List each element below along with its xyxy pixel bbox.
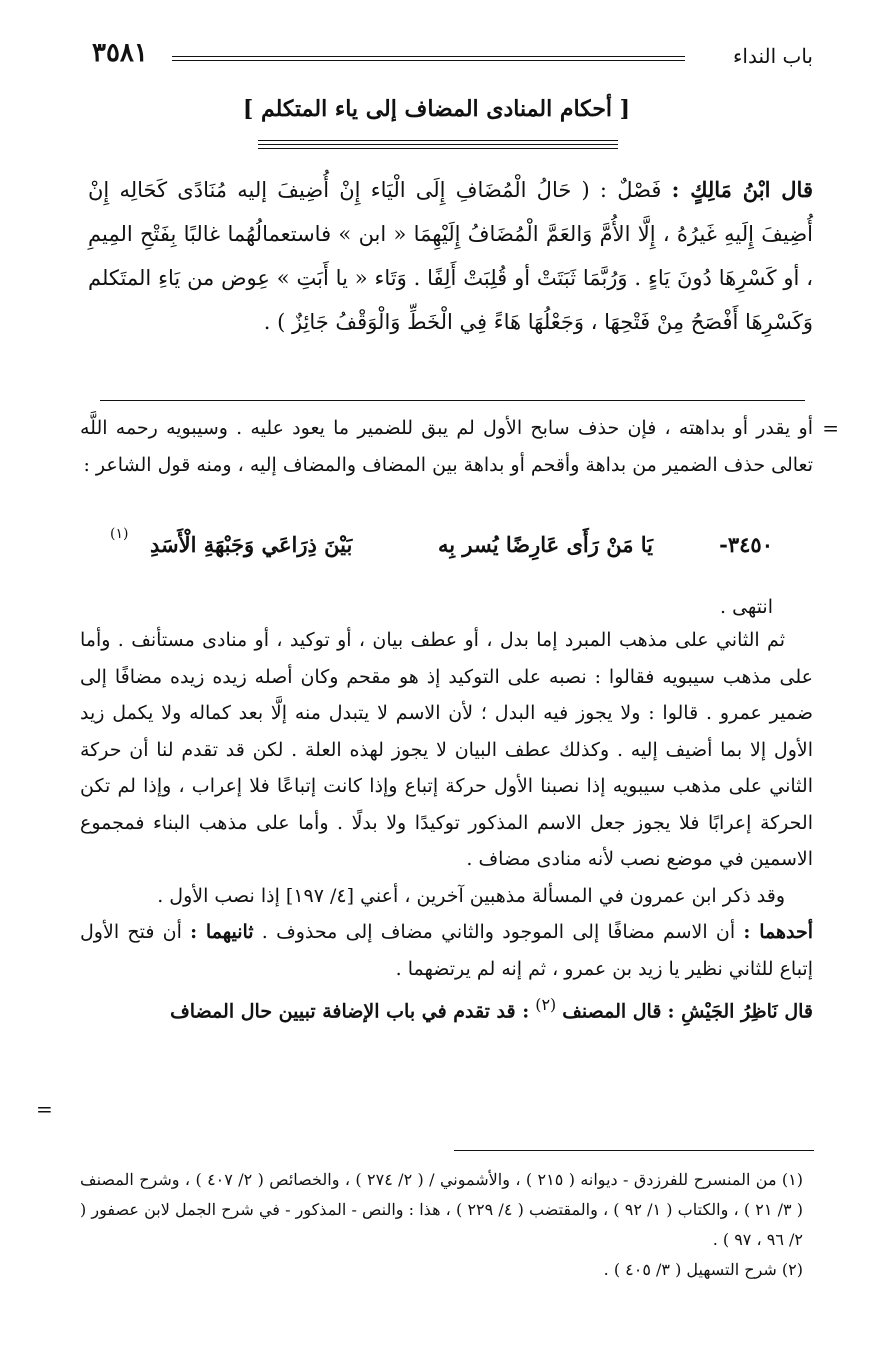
commentary-paragraph: أو يقدر أو بداهته ، فإن حذف سابح الأول لم يبق للضمير ما يعود عليه . وسيبويه رحمه اللَّه تعالى حذف الضمير من بداهة وأقحم أو بداهة بين المضاف والمضاف إليه ، ومنه قول الشاعر :	[80, 417, 813, 476]
matn-separator-rule	[100, 400, 805, 401]
header-rule	[172, 56, 685, 61]
footnote-1: (١) من المنسرح للفرزدق - ديوانه ( ٢١٥ ) ، والأشموني / ( ٢/ ٢٧٤ ) ، والخصائص ( ٢/ ٤٠٧ ) ، وشرح المصنف ( ٣/ ٢١ ) ، والكتاب ( ١/ ٩٢ ) ، والمقتضب ( ٤/ ٢٢٩ ) ، هذا : والنص - المذكور - في شرح الجمل لابن عصفور ( ٢/ ٩٦ ، ٩٧ ) .	[80, 1170, 804, 1249]
footnote-ref-2: (٢)	[535, 995, 557, 1014]
body-paragraph-4	[80, 987, 813, 1030]
nazir-al-jaysh-label: قال نَاظِرُ الجَيْشِ :	[667, 1000, 813, 1023]
footnote-2: (٢) شرح التسهيل ( ٣/ ٤٠٥ ) .	[603, 1260, 803, 1279]
commentary-body	[80, 622, 813, 1030]
matn-speaker: قال ابْنُ مَالِكٍ :	[671, 177, 813, 202]
matn-text	[88, 168, 813, 344]
title-ornament-rules	[258, 140, 618, 156]
poetry-verse	[110, 526, 773, 572]
first-opinion-label: أحدهما :	[743, 921, 813, 943]
body-paragraph-1: ثم الثاني على مذهب المبرد إما بدل ، أو عطف بيان ، أو توكيد ، أو منادى مستأنف . وأما على مذهب سيبويه فقالوا : نصبه على التوكيد إذ هو مقحم وكان أصله زيده زيده مضافًا إلى ضمير عمرو . قالوا : ولا يجوز فيه البدل ؛ لأن الاسم لا يتبدل منه إلَّا بعد كماله ولا يكمل زيد الأول إلا بما أضيف إليه . وكذلك عطف البيان لا يجوز لهذه العلة . لكن قد تقدم لنا أن حركة الثاني على مذهب سيبويه إذا نصبنا الأول حركة إتباع وإذا كانت إتباعًا فلا إعراب ، وإذا لم تكن الحركة إعرابًا فلا يجوز جعل الاسم المذكور توكيدًا ولا بدلًا . وأما على مذهب البناء فمجموع الاسمين في موضع نصب لأنه منادى مضاف .	[80, 629, 813, 870]
continuation-mark-top: =	[822, 416, 839, 440]
commentary-continued	[80, 410, 813, 483]
verse-number: ٣٤٥٠-	[719, 532, 773, 557]
second-opinion-label: ثانيهما :	[190, 921, 254, 943]
verse-footnote-ref: (١)	[110, 526, 129, 542]
body-paragraph-3	[80, 914, 813, 987]
second-opinion-text: أن فتح الأول إتباع للثاني نظير يا زيد بن عمرو ، ثم إنه لم يرتضهما .	[80, 921, 813, 980]
page-header	[92, 38, 813, 78]
verse-first-hemistich: يَا مَنْ رَأَى عَارِضًا يُسر بِه	[437, 532, 653, 557]
page-number: ٣٥٨١	[92, 38, 148, 68]
body-paragraph-2: وقد ذكر ابن عمرون في المسألة مذهبين آخرين ، أعني [٤/ ١٩٧] إذا نصب الأول .	[157, 884, 785, 907]
intaha-text: انتهى .	[720, 596, 773, 618]
author-said-label: قال المصنف	[562, 1000, 662, 1023]
section-title: [ أحكام المنادى المضاف إلى ياء المتكلم ]	[242, 96, 631, 122]
continuation-mark-bottom: =	[36, 1097, 53, 1121]
first-opinion-text: أن الاسم مضافًا إلى الموجود والثاني مضاف إلى محذوف .	[261, 921, 736, 943]
verse-second-hemistich: بَيْنَ ذِرَاعَي وَجَبْهَةِ الْأَسَدِ	[150, 532, 353, 557]
footnotes	[80, 1165, 803, 1285]
running-title: باب النداء	[733, 44, 813, 68]
body-paragraph-4-text: : قد تقدم في باب الإضافة تبيين حال المضاف	[170, 1000, 530, 1023]
footnote-separator-rule	[454, 1150, 814, 1151]
matn-body: فَصْلٌ : ( حَالُ الْمُضَافِ إِلَى الْيَاء إِنْ أُضِيفَ إليه مُنَادًى كَحَالِه إِنْ أُضِيفَ إِلَيهِ غَيرُهُ ، إِلَّا الأُمَّ وَالعَمَّ الْمُضَافُ إِلَيْهِمَا « ابن » فاستعمالُهُما غالبًا بِفَتْحِ المِيمِ ، أو كَسْرِهَا دُونَ يَاءٍ . وَرُبَّمَا ثَبَتَتْ أو قُلِبَتْ أَلِفًا . وَتَاء « يا أَبَتِ » عِوض من يَاءِ المتَكلم وَكَسْرِهَا أَفْصَحُ مِنْ فَتْحِهَا ، وَجَعْلُهَا هَاءً فِي الْخَطِّ وَالْوَقْفُ جَائِزٌ ) .	[88, 178, 813, 334]
